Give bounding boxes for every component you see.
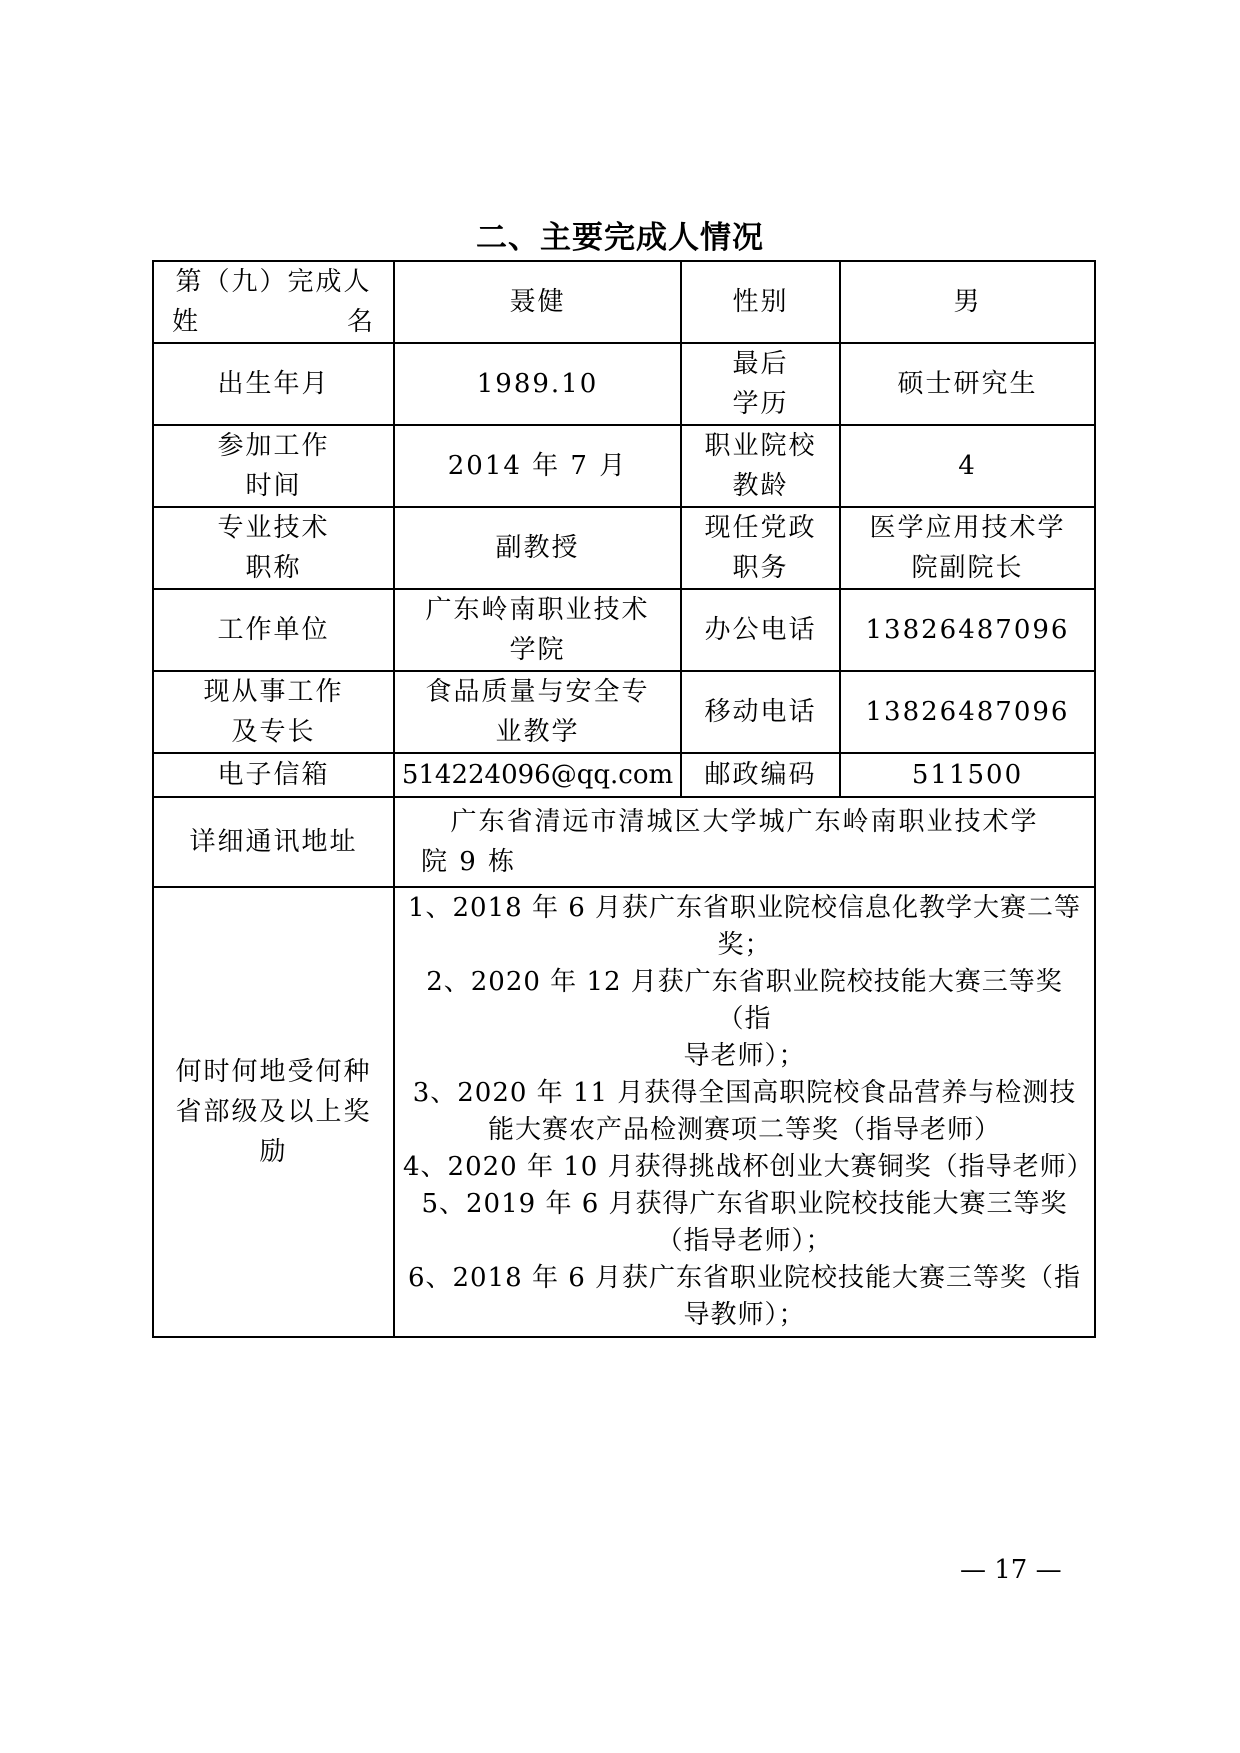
unit-value	[394, 589, 681, 671]
list-item: 6、2018 年 6 月获广东省职业院校技能大赛三等奖（指	[407, 1263, 1082, 1293]
professional-title-label	[153, 507, 394, 589]
work-start-label	[153, 425, 394, 507]
unit-label: 工作单位	[153, 589, 394, 671]
birth-value: 1989.10	[394, 343, 681, 425]
awards-list	[394, 887, 1095, 1337]
professional-title-label-line1: 专业技术	[217, 513, 330, 543]
table-row	[153, 589, 1095, 671]
list-item: 导教师）；	[683, 1300, 806, 1330]
page-number: — 17 —	[960, 1555, 1062, 1585]
zip-label: 邮政编码	[681, 753, 840, 797]
address-value	[394, 797, 1095, 887]
awards-label	[153, 887, 394, 1337]
post-value-line2: 院副院长	[911, 553, 1024, 583]
table-row	[153, 507, 1095, 589]
education-value: 硕士研究生	[840, 343, 1095, 425]
unit-value-line1: 广东岭南职业技术	[425, 595, 650, 625]
list-item: 导老师）；	[683, 1041, 806, 1071]
post-value-line1: 医学应用技术学	[869, 513, 1066, 543]
teaching-age-value: 4	[840, 425, 1095, 507]
teaching-age-label-line2: 教龄	[732, 471, 789, 501]
list-item: （指导老师）；	[656, 1226, 833, 1256]
email-label: 电子信箱	[153, 753, 394, 797]
list-item: 5、2019 年 6 月获得广东省职业院校技能大赛三等奖	[421, 1189, 1068, 1219]
name-label-char1: 姓	[172, 307, 201, 337]
list-item: 3、2020 年 11 月获得全国高职院校食品营养与检测技	[412, 1078, 1077, 1108]
specialty-label-line1: 现从事工作	[203, 677, 344, 707]
awards-label-line2: 省部级及以上奖励	[175, 1097, 372, 1167]
teaching-age-label-line1: 职业院校	[704, 431, 817, 461]
mobile-phone-value: 13826487096	[840, 671, 1095, 753]
personnel-info-table	[152, 260, 1096, 1338]
table-row	[153, 797, 1095, 887]
professional-title-label-line2: 职称	[245, 553, 302, 583]
name-value: 聂健	[394, 261, 681, 343]
post-label	[681, 507, 840, 589]
specialty-label	[153, 671, 394, 753]
office-phone-value: 13826487096	[840, 589, 1095, 671]
education-label-line1: 最后	[732, 349, 789, 379]
post-label-line1: 现任党政	[704, 513, 817, 543]
zip-value: 511500	[840, 753, 1095, 797]
specialty-value	[394, 671, 681, 753]
table-row	[153, 887, 1095, 1337]
list-item: 能大赛农产品检测赛项二等奖（指导老师）	[487, 1115, 1001, 1145]
address-value-line1: 广东省清远市清城区大学城广东岭南职业技术学	[450, 807, 1039, 837]
post-value	[840, 507, 1095, 589]
work-start-value: 2014 年 7 月	[394, 425, 681, 507]
specialty-value-line2: 业教学	[495, 717, 580, 747]
table-row	[153, 425, 1095, 507]
work-start-label-line1: 参加工作	[217, 431, 330, 461]
list-item: 奖；	[717, 930, 772, 960]
table-row	[153, 671, 1095, 753]
specialty-label-line2: 及专长	[231, 717, 316, 747]
professional-title-value: 副教授	[394, 507, 681, 589]
birth-label: 出生年月	[153, 343, 394, 425]
list-item: 2、2020 年 12 月获广东省职业院校技能大赛三等奖（指	[426, 967, 1063, 1034]
gender-label: 性别	[681, 261, 840, 343]
list-item: 4、2020 年 10 月获得挑战杯创业大赛铜奖（指导老师）	[403, 1152, 1094, 1182]
name-label-char2: 名	[346, 307, 375, 337]
education-label-line2: 学历	[732, 389, 789, 419]
address-value-line2: 院 9 栋	[421, 847, 517, 877]
list-item: 1、2018 年 6 月获广东省职业院校信息化教学大赛二等	[407, 893, 1082, 923]
email-value: 514224096@qq.com	[394, 753, 681, 797]
table-row	[153, 343, 1095, 425]
name-label-line2	[162, 302, 385, 342]
work-start-label-line2: 时间	[245, 471, 302, 501]
name-label-line1: 第（九）完成人	[175, 267, 372, 297]
label-cell	[153, 261, 394, 343]
address-label: 详细通讯地址	[153, 797, 394, 887]
office-phone-label: 办公电话	[681, 589, 840, 671]
post-label-line2: 职务	[732, 553, 789, 583]
unit-value-line2: 学院	[509, 635, 566, 665]
page-title: 二、主要完成人情况	[476, 220, 764, 256]
gender-value: 男	[840, 261, 1095, 343]
teaching-age-label	[681, 425, 840, 507]
table-row	[153, 753, 1095, 797]
specialty-value-line1: 食品质量与安全专	[425, 677, 650, 707]
awards-label-line1: 何时何地受何种	[175, 1057, 372, 1087]
education-label	[681, 343, 840, 425]
mobile-phone-label: 移动电话	[681, 671, 840, 753]
table-row	[153, 261, 1095, 343]
